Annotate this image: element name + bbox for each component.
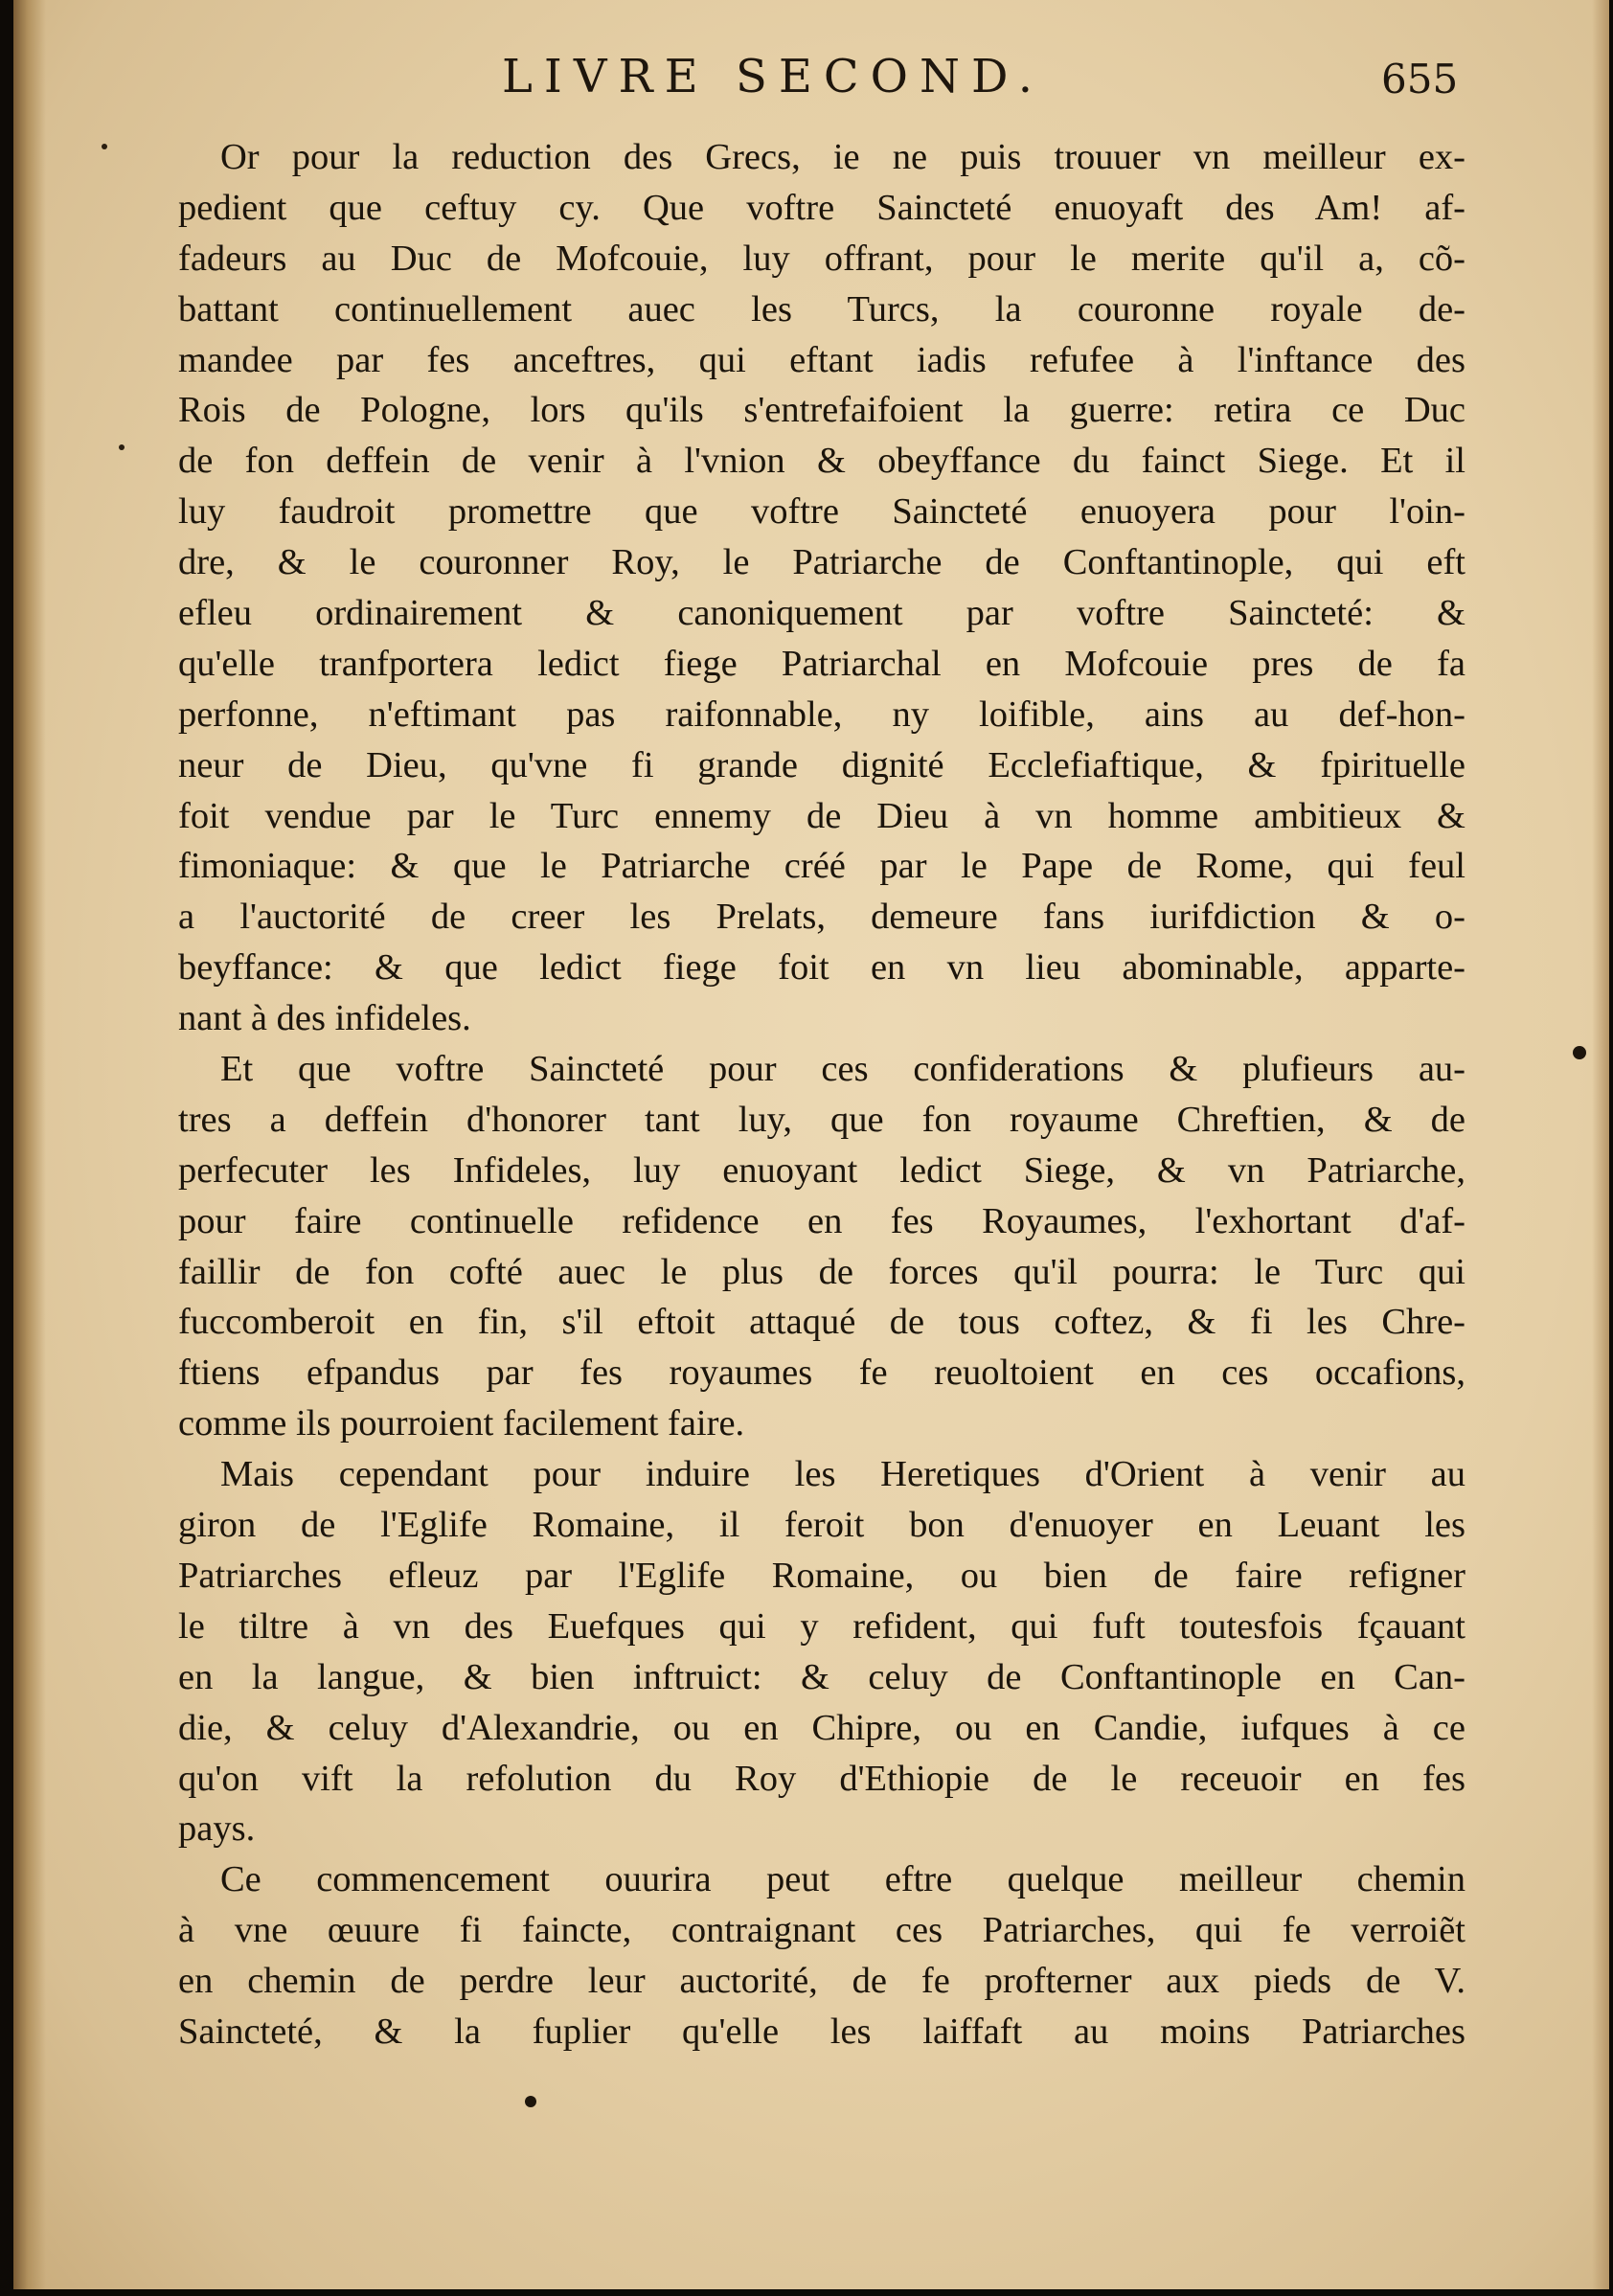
text-line: Et que voftre Saincteté pour ces confiderations & plufieurs au- <box>220 1049 1465 1090</box>
ink-speck <box>1573 1046 1586 1059</box>
text-line: a l'auctorité de creer les Prelats, demeure fans iurifdiction & o- <box>178 897 1465 938</box>
text-line: tres a deffein d'honorer tant luy, que fon royaume Chreftien, & de <box>178 1099 1465 1140</box>
text-line: ftiens efpandus par fes royaumes fe reuoltoient en ces occafions, <box>178 1353 1465 1394</box>
text-line: Mais cependant pour induire les Heretiques d'Orient à venir au <box>220 1454 1465 1495</box>
text-line: giron de l'Eglife Romaine, il feroit bon d'enuoyer en Leuant les <box>178 1505 1465 1546</box>
text-line: Or pour la reduction des Grecs, ie ne puis trouuer vn meilleur ex- <box>220 137 1465 177</box>
page-number: 655 <box>1381 56 1459 102</box>
margin-mark <box>102 144 107 149</box>
text-line: Ce commencement ouurira peut eftre quelque meilleur chemin <box>220 1859 1465 1900</box>
text-line: qu'elle tranfportera ledict fiege Patriarchal en Mofcouie pres de fa <box>178 643 1465 684</box>
page-edge <box>1592 0 1609 2289</box>
text-line: Saincteté, & la fuplier qu'elle les laiffaft au moins Patriarches <box>178 2011 1465 2052</box>
text-line: en la langue, & bien inftruict: & celuy de Conftantinople en Can- <box>178 1656 1465 1697</box>
text-line: luy faudroit promettre que voftre Saincteté enuoyera pour l'oin- <box>178 491 1465 533</box>
text-line: dre, & le couronner Roy, le Patriarche de Conftantinople, qui eft <box>178 542 1465 583</box>
text-line: perfecuter les Infideles, luy enuoyant ledict Siege, & vn Patriarche, <box>178 1149 1465 1191</box>
ink-speck <box>525 2096 536 2107</box>
text-line: fimoniaque: & que le Patriarche créé par le Pape de Rome, qui feul <box>178 846 1465 887</box>
text-line: en chemin de perdre leur auctorité, de fe profterner aux pieds de V. <box>178 1961 1465 2002</box>
margin-mark <box>119 444 125 450</box>
text-line: de fon deffein de venir à l'vnion & obeyffance du fainct Siege. Et il <box>178 441 1465 482</box>
book-page <box>13 0 1609 2289</box>
text-line: pedient que ceftuy cy. Que voftre Saincteté enuoyaft des Am! af- <box>178 187 1465 228</box>
text-line: mandee par fes anceftres, qui eftant iadis refufee à l'inftance des <box>178 339 1465 380</box>
text-line: Rois de Pologne, lors qu'ils s'entrefaifoient la guerre: retira ce Duc <box>178 390 1465 431</box>
text-line: Patriarches efleuz par l'Eglife Romaine, ou bien de faire refigner <box>178 1555 1465 1596</box>
text-line: comme ils pourroient facilement faire. <box>178 1403 745 1444</box>
text-line: fuccomberoit en fin, s'il eftoit attaqué de tous coftez, & fi les Chre- <box>178 1302 1465 1343</box>
text-line: pour faire continuelle refidence en fes Royaumes, l'exhortant d'af- <box>178 1200 1465 1241</box>
text-line: le tiltre à vn des Euefques qui y refident, qui fuft toutesfois fçauant <box>178 1605 1465 1647</box>
text-line: qu'on vift la refolution du Roy d'Ethiopie de le receuoir en fes <box>178 1758 1465 1799</box>
text-line: faillir de fon cofté auec le plus de forces qu'il pourra: le Turc qui <box>178 1251 1465 1292</box>
text-line: die, & celuy d'Alexandrie, ou en Chipre, ou en Candie, iufques à ce <box>178 1707 1465 1748</box>
text-line: neur de Dieu, qu'vne fi grande dignité Ecclefiaftique, & fpirituelle <box>178 744 1465 785</box>
text-line: pays. <box>178 1808 256 1850</box>
text-line: battant continuellement auec les Turcs, la couronne royale de- <box>178 288 1465 330</box>
text-line: efleu ordinairement & canoniquement par voftre Saincteté: & <box>178 593 1465 634</box>
text-line: à vne œuure fi faincte, contraignant ces Patriarches, qui fe verroiẽt <box>178 1910 1465 1951</box>
gutter-shadow <box>13 0 46 2289</box>
text-line: fadeurs au Duc de Mofcouie, luy offrant, pour le merite qu'il a, cõ- <box>178 238 1465 279</box>
text-line: beyffance: & que ledict fiege foit en vn lieu abominable, apparte- <box>178 947 1465 989</box>
text-line: perfonne, n'eftimant pas raifonnable, ny loifible, ains au def-hon- <box>178 693 1465 735</box>
running-head: LIVRE SECOND. <box>502 50 1044 103</box>
text-line: nant à des infideles. <box>178 998 471 1039</box>
text-line: foit vendue par le Turc ennemy de Dieu à vn homme ambitieux & <box>178 795 1465 836</box>
body-text <box>178 132 1465 2057</box>
